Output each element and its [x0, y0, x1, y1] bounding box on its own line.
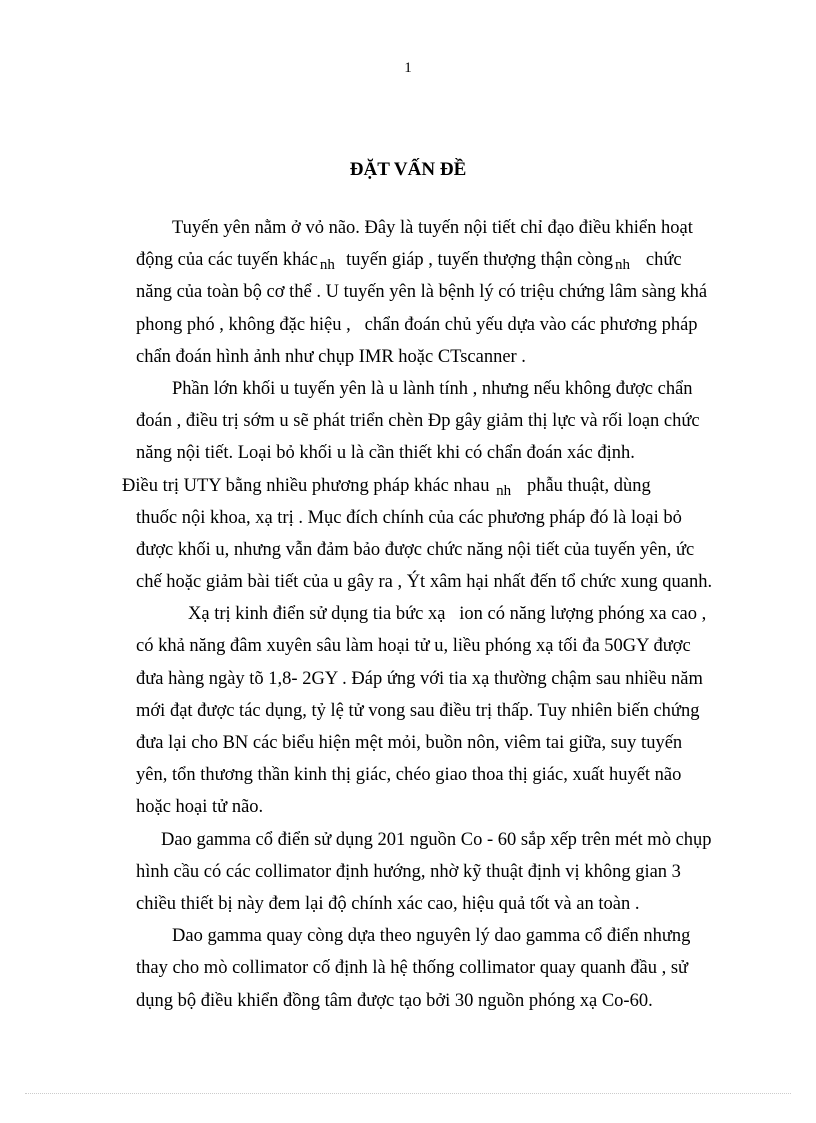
text-line: chiều thiết bị này đem lại độ chính xác cao, hiệu quả tốt và an toàn . [136, 893, 640, 914]
text-run: nh [496, 482, 512, 499]
text-run: tuyến giáp , tuyến thượng thận còng [346, 250, 614, 271]
text-run: Điều trị UTY bằng nhiều phương pháp khác nhau [122, 475, 490, 496]
text-line: phong phó , không đặc hiệu , chẩn đoán chủ yếu dựa vào các phương pháp [136, 314, 698, 335]
text-line: năng nội tiết. Loại bỏ khối u là cần thiết khi có chẩn đoán xác định. [136, 443, 635, 464]
text-line: thay cho mò collimator cố định là hệ thống collimator quay quanh đầu , sử [136, 958, 689, 979]
text-line: có khả năng đâm xuyên sâu làm hoại tử u, liều phóng xạ tối đa 50GY được [136, 636, 691, 657]
text-line [136, 244, 736, 276]
page-bottom-rule [25, 1093, 791, 1094]
text-line: Tuyến yên nằm ở vỏ não. Đây là tuyến nội tiết chỉ đạo điều khiển hoạt [172, 218, 693, 238]
text-line: đưa lại cho BN các biểu hiện mệt mỏi, buồn nôn, viêm tai giữa, suy tuyến [136, 733, 683, 753]
text-line: được khối u, nhưng vẫn đảm bảo được chức năng nội tiết của tuyến yên, ức [136, 539, 695, 560]
text-line: chẩn đoán hình ảnh như chụp IMR hoặc CTscanner . [136, 346, 526, 367]
text-run: phẫu thuật, dùng [526, 475, 651, 496]
text-line: thuốc nội khoa, xạ trị . Mục đích chính của các phương pháp đó là loại bỏ [136, 507, 682, 528]
text-run: nh [615, 257, 631, 274]
body-text [122, 212, 736, 1017]
text-run: nh [319, 257, 335, 274]
text-line: năng của toàn bộ cơ thể . U tuyến yên là bệnh lý có triệu chứng lâm sàng khá [136, 282, 708, 303]
text-line: Dao gamma cổ điển sử dụng 201 nguồn Co - 60 sắp xếp trên mét mò chụp [161, 829, 712, 850]
text-line: Xạ trị kinh điển sử dụng tia bức xạ ion có năng lượng phóng xa cao , [188, 604, 707, 625]
text-run: động của các tuyến khác [136, 250, 318, 271]
text-line: Dao gamma quay còng dựa theo nguyên lý dao gamma cổ điển nhưng [172, 926, 691, 947]
text-line: dụng bộ điều khiển đồng tâm được tạo bởi 30 nguồn phóng xạ Co-60. [136, 990, 653, 1011]
text-line: hoặc hoại tử não. [136, 797, 264, 818]
page-number: 1 [404, 60, 412, 76]
text-line: đoán , điều trị sớm u sẽ phát triển chèn Đp gây giảm thị lực và rối loạn chức [136, 411, 700, 432]
text-line: chế hoặc giảm bài tiết của u gây ra , Ýt xâm hại nhất đến tổ chức xung quanh. [136, 572, 713, 593]
document-title: ĐẶT VẤN ĐỀ [349, 159, 467, 180]
text-line: yên, tổn thương thần kinh thị giác, chéo giao thoa thị giác, xuất huyết não [136, 765, 682, 786]
text-line [122, 470, 736, 502]
text-line: hình cầu có các collimator định hướng, nhờ kỹ thuật định vị không gian 3 [136, 861, 681, 882]
text-line: Phần lớn khối u tuyến yên là u lành tính , nhưng nếu không được chẩn [172, 378, 693, 399]
text-line: mới đạt được tác dụng, tỷ lệ tử vong sau điều trị thấp. Tuy nhiên biến chứng [136, 700, 700, 721]
text-line: đưa hàng ngày tõ 1,8- 2GY . Đáp ứng với tia xạ thường chậm sau nhiều năm [136, 668, 703, 689]
text-run: chức [645, 250, 682, 271]
